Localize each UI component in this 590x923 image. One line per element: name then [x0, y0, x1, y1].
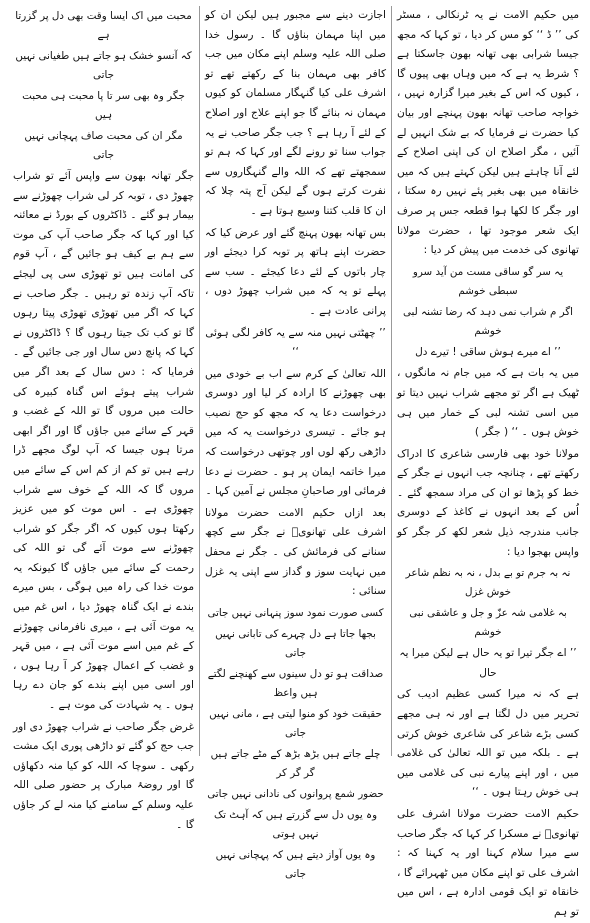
paragraph: بعد ازاں حکیم الامت حضرت مولانا اشرف علی تھانویؒ نے جگر سے کچھ سنانے کی فرمائش کی ۔ جگر نے محفل میں نہایت سوز و گداز سے اپنی یہ غزل سنائی :: [205, 506, 386, 598]
paragraph: ہے کہ نہ میرا کسی عظیم ادیب کی تحریر میں دل لگتا ہے اور نہ ہی مجھے کسی بڑے شاعر کی شاعری خوش کرتی ہے ۔ بلکہ میں تو اللہ تعالیٰ کی غلامی میں ، اور اپنے پیارے نبی کی غلامی میں ہی خوش رہتا ہوں ۔ ‘‘: [397, 688, 579, 799]
verse-line: کسی صورت نمود سوز پنہانی نہیں جاتی: [207, 606, 384, 619]
verse-line: بہ غلامی شہ عزّ و جل و عاشقی نبی خوشم: [409, 607, 567, 639]
text-column-middle: [200, 6, 392, 880]
verse-line: حضور شمع پروانوں کی نادانی نہیں جاتی: [207, 787, 384, 800]
verse-line: صداقت ہو تو دل سینوں سے کھنچنے لگتے ہیں واعظ: [207, 667, 384, 699]
verse-line: اگر م شراب نمی دہد کہ رضا تشنہ لبی خوشم: [402, 305, 574, 337]
paragraph: غرض جگر صاحب نے شراب چھوڑ دی اور جب حج کو گئے تو داڑھی پوری ایک مشت رکھی ۔ سوچا کہ اللہ کو کیا منہ دکھاؤں گا اور روضۂ مبارک پر حضور صلی اللہ علیہ وسلم کے سامنے کیا منہ لے کر جاؤں گا ۔: [13, 720, 194, 831]
paragraph: میں یہ بات ہے کہ میں جام نہ مانگوں ، ٹھیک ہے اگر تو مجھے شراب نہیں دیتا تو میں اسی تشنہ لبی کے خمار میں ہی خوش ہوں ۔ ‘‘ ( جگر ): [397, 367, 579, 439]
verse-line: جگر وہ بھی سر تا پا محبت ہی محبت ہیں: [22, 90, 185, 121]
quote-line: ’’ چھٹتی نہیں منہ سے یہ کافر لگی ہوئی ‘‘: [205, 326, 386, 359]
paragraph: میں حکیم الامت نے یہ ٹرنکالی ، مسٹر کی ’’ ڈ ‘‘ کو مس کر دیا ، تو کہا کہ مجھ جیسا شرابی بھی تھانہ بھون جاسکتا ہے ؟ شرط یہ ہے کہ میں وہاں بھی پیوں گا ، کیوں کہ اس کے بغیر میرا گزارہ نہیں ، خواجہ صاحب تھانہ بھون پہنچے اور بیان کیا حضرت نے فرمایا کہ بے شک انہیں لے آئیں ، مگر اصلاح ان کی اپنی اصلاح کے لئے آنا چاہتے ہیں لیکن کہتے ہیں کہ میں خانقاہ میں بھی بغیر پئے نہیں رہ سکتا ، اور جگر کا لکھا ہوا قطعہ جس پر صرف ایک شعر موجود تھا ، حضرت مولانا تھانوی کی خدمت میں پیش کر دیا :: [397, 9, 579, 257]
verse-line: حقیقت خود کو منوا لیتی ہے ، مانی نہیں جاتی: [209, 707, 382, 739]
verse-line: مگر ان کی محبت صاف پہچانی نہیں جاتی: [24, 130, 183, 161]
verse-line: وہ یوں دل سے گزرتے ہیں کہ آہٹ تک نہیں ہوتی: [213, 808, 378, 840]
verse-line: نہ بہ جرم تو بے بدل ، نہ بہ نظم شاعر خوش غزل: [405, 567, 571, 599]
verse-line: یہ سر گو ساقی مست من آید سرو سبطی خوشم: [412, 265, 564, 297]
verse-line: وہ یوں آواز دیتے ہیں کہ پہچانی نہیں جاتی: [215, 848, 376, 880]
text-column-left: [8, 6, 200, 831]
verse-line: کہ آنسو خشک ہو جاتے ہیں طغیانی نہیں جاتی: [15, 50, 192, 81]
paragraph: بس تھانہ بھون پہنچ گئے اور عرض کیا کہ حضرت اپنے ہاتھ پر توبہ کرا دیجئے اور چار باتوں کے لئے دعا کیجئے ۔ سب سے پہلے تو یہ کہ میں شراب چھوڑ دوں ، پرانی عادت ہے ۔: [205, 226, 386, 317]
verse-line: چلے جاتے ہیں بڑھ بڑھ کے مٹے جاتے ہیں گر گر کر: [210, 747, 381, 779]
paragraph: مولانا خود بھی فارسی شاعری کا ادراک رکھتے تھے ، چنانچہ جب انہوں نے جگر کے خط کو پڑھا تو ان کی مراد سمجھ گئے ۔ اُس کے بعد انہوں نے کاغذ کے دوسری جانب مندرجہ ذیل شعر لکھ کر جگر کو واپس بھجوا دیا :: [397, 447, 579, 558]
quote-line: ’’ اے جگر تیرا تو یہ حال ہے لیکن میرا یہ حال: [399, 647, 577, 679]
verse-line: بجھا جاتا ہے دل چہرے کی تابانی نہیں جاتی: [215, 627, 376, 659]
paragraph: حکیم الامت حضرت مولانا اشرف علی تھانویؒ نے مسکرا کر کہا کہ جگر صاحب سے میرا سلام کہنا اور یہ کہنا کہ : اشرف علی تو اپنے مکان میں ٹھہرائے گا ، خانقاہ تو ایک قومی ادارہ ہے ، اس میں تو ہم: [397, 808, 579, 918]
text-column-right: [392, 6, 584, 918]
verse-line: محبت میں اک ایسا وقت بھی دل پر گزرتا ہے: [15, 10, 192, 41]
paragraph: جگر تھانہ بھون سے واپس آئے تو شراب چھوڑ دی ، توبہ کر لی شراب چھوڑنے سے بیمار ہو گئے ۔ ڈاکٹروں کے بورڈ نے معائنہ کیا اور کہا کہ جگر صاحب آپ کی موت سے ہم بے کیف ہو جائیں گے ، آپ قوم کی امانت ہیں تو تھوڑی سی پی لیجئے تاکہ آپ زندہ تو رہیں ۔ جگر صاحب نے کہا کہ اگر میں تھوڑی تھوڑی پیتا رہوں گا تو کب تک جیتا رہوں گا ؟ ڈاکٹروں نے کہا کہ پانچ دس سال اور جی جائیں گے ۔ فرمایا کہ : دس سال کے بعد اگر میں شراب پیتے ہوئے اس گناہ کبیرہ کی حالت میں مروں گا تو اللہ کے غضب و قہر کے سائے میں جاؤں گا اور اگر ابھی مرتا ہوں جیسا کہ آپ لوگ مجھے ڈرا رہے ہیں تو کم از کم اس کے سائے میں مروں گا کہ اللہ کے خوف سے شراب چھوڑی ہے ۔ اس موت کو میں عزیز رکھتا ہوں کیوں کہ اگر جگر کو شراب چھوڑنے سے موت آئے گی تو اللہ کی رحمت کے سائے میں جاؤں گا کیونکہ یہ موت خدا کی راہ میں ہوگی ، بس میرے بندے نے ایک گناہ چھوڑ دیا ، اس غم میں یہ موت آئی ہے ، میری نافرمانی چھوڑنے کے غم میں اسے موت آئی ہے ، میں قہر و غضب کے اعمال چھوڑ کر آ رہا ہوں ، اور اسی میں اپنے بندے کو جان دے رہا ہوں ۔ یہ شہادت کی موت ہے ۔: [13, 170, 194, 712]
quote-line: ’’ اے میرے ہوش ساقی ! تیرے دل: [415, 345, 561, 358]
paragraph: اجازت دینے سے مجبور ہیں لیکن ان کو میں اپنا مہمان بناؤں گا ۔ رسول خدا صلی اللہ علیہ وسلم اپنے مکان میں جب کافر بھی مہمان بنا کے رکھتے تھے تو اشرف علی کیا گنہگار مسلمان کو کیوں مہمان نہ بنائے گا جو اپنے علاج اور اصلاح کے لئے آ رہا ہے ؟ جب جگر صاحب نے یہ جواب سنا تو رونے لگے اور کہا کہ ہم تو سمجھتے تھے کہ اللہ والے گنہگاروں سے نفرت کرتے ہوں گے لیکن آج پتہ چلا کہ ان کا قلب کتنا وسیع ہوتا ہے ۔: [205, 9, 386, 217]
paragraph: اللہ تعالیٰ کے کرم سے اب بے خودی میں بھی چھوڑنے کا ارادہ کر لیا اور دوسری درخواست دعا یہ کہ مجھ کو حج نصیب ہو جائے ۔ تیسری درخواست یہ کہ میں داڑھی رکھ لوں اور چوتھی درخواست کہ میرا خاتمہ ایمان پر ہو ۔ حضرت نے دعا فرمائی اور صاحبانِ مجلس نے آمین کہا ۔: [205, 367, 386, 498]
